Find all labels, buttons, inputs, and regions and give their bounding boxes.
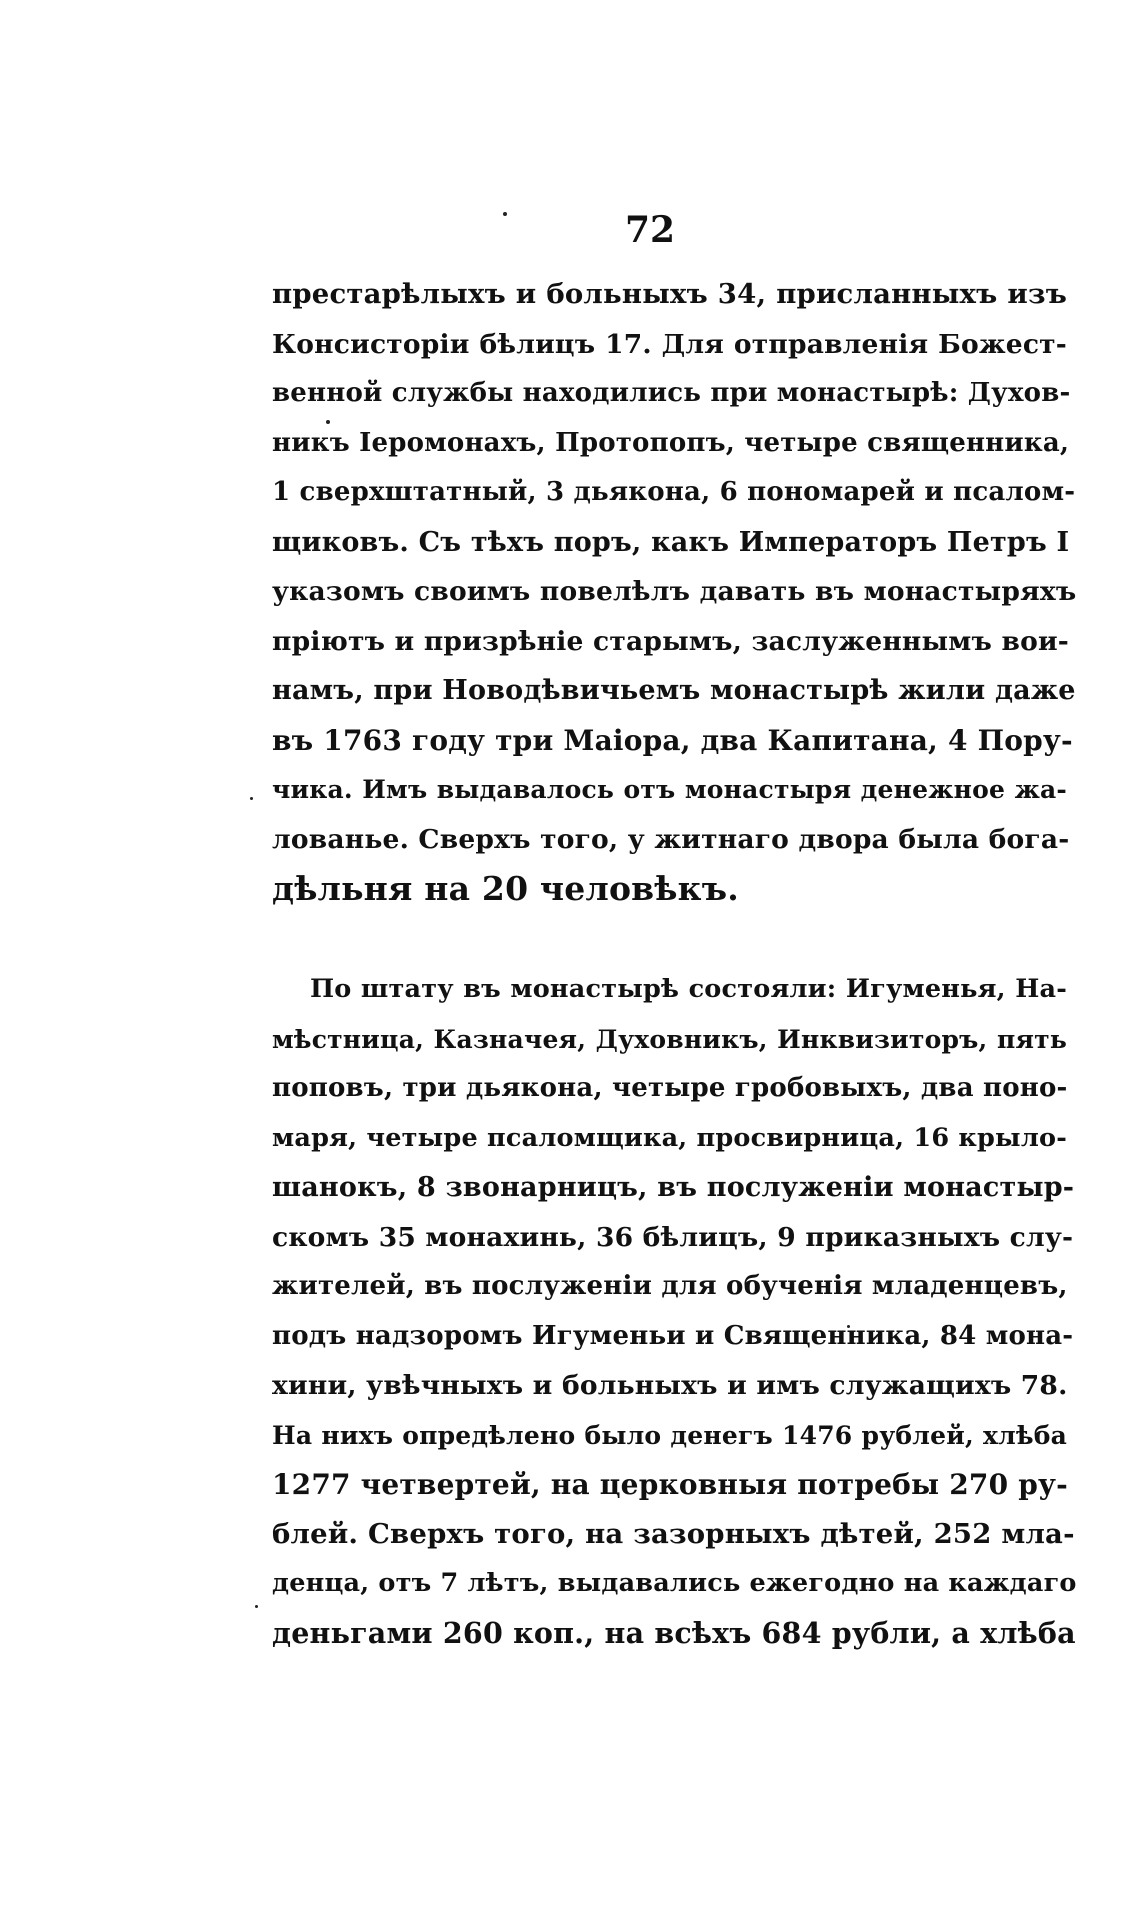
paragraph-2 [272,965,1077,1658]
text-line: щиковъ. Съ тѣхъ поръ, какъ Императоръ Петръ I [272,526,1070,558]
text-line: мѣстница, Казначея, Духовникъ, Инквизиторъ, пять [272,1024,1067,1054]
text-line: шанокъ, 8 звонарницъ, въ послуженіи монастыр- [272,1172,1075,1203]
text-line: деньгами 260 коп., на всѣхъ 684 рубли, а хлѣба [272,1615,1076,1650]
paragraph-1 [272,270,1077,914]
text-line: 1 сверхштатный, 3 дьякона, 6 пономарей и псалом- [272,477,1076,507]
print-speck [250,797,253,800]
text-line: 1277 четвертей, на церковныя потребы 270 ру- [272,1468,1068,1501]
text-line: По штату въ монастырѣ состояли: Игуменья, На- [310,974,1067,1004]
text-line: жителей, въ послуженіи для обученія младенцевъ, [272,1271,1068,1301]
text-line: денца, отъ 7 лѣтъ, выдавались ежегодно на каждаго [272,1568,1077,1598]
text-line: никъ Іеромонахъ, Протопопъ, четыре священника, [272,427,1070,458]
text-line: скомъ 35 монахинь, 36 бѣлицъ, 9 приказныхъ слу- [272,1221,1074,1253]
text-line: чика. Имъ выдавалось отъ монастыря денежное жа- [272,775,1067,804]
text-line: въ 1763 году три Маіора, два Капитана, 4 Пору- [272,723,1073,757]
print-speck [503,212,507,216]
text-line: На нихъ опредѣлено было денегъ 1476 рублей, хлѣба [272,1420,1067,1450]
text-line: маря, четыре псаломщика, просвирница, 16 крыло- [272,1122,1067,1153]
text-line: Консисторіи бѣлицъ 17. Для отправленія Божест- [272,328,1067,360]
text-line: лованье. Сверхъ того, у житнаго двора была бога- [272,823,1070,855]
text-line: намъ, при Новодѣвичьемъ монастырѣ жили даже [272,675,1076,706]
page-number: 72 [624,209,676,251]
text-line: венной службы находились при монастырѣ: Духов- [272,378,1071,408]
text-line: блей. Сверхъ того, на зазорныхъ дѣтей, 252 мла- [272,1517,1075,1550]
text-line: подъ надзоромъ Игуменьи и Священника, 84 мона- [272,1320,1074,1351]
text-line: пріютъ и призрѣніе старымъ, заслуженнымъ вои- [272,625,1069,657]
text-line: указомъ своимъ повелѣлъ давать въ монастыряхъ [272,576,1077,607]
text-line: дѣльня на 20 человѣкъ. [272,869,739,908]
text-line: престарѣлыхъ и больныхъ 34, присланныхъ изъ [272,278,1067,310]
text-line: поповъ, три дьякона, четыре гробовыхъ, два поно- [272,1073,1068,1103]
print-speck [255,1605,258,1608]
text-line: хини, увѣчныхъ и больныхъ и имъ служащихъ 78. [272,1370,1068,1401]
